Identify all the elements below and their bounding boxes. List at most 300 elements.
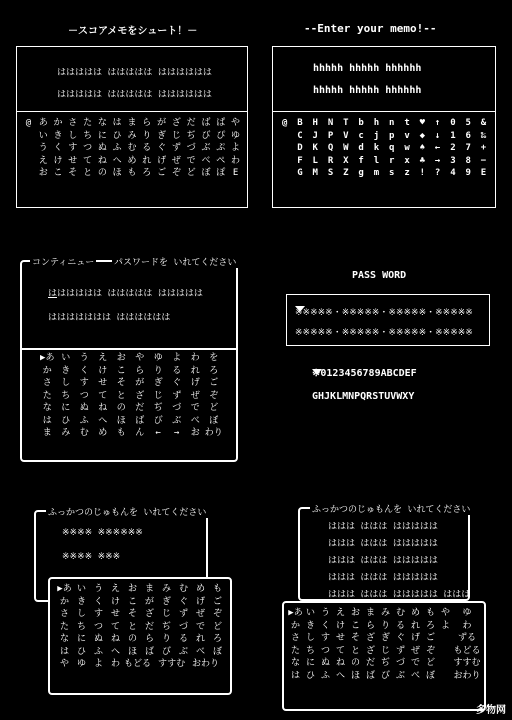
kana-key[interactable]: ぬ — [97, 143, 107, 153]
kana-key[interactable]: げ — [195, 596, 205, 607]
kana-key[interactable]: ぎ — [157, 130, 167, 141]
kana-key[interactable]: ぎ — [153, 378, 163, 388]
kana-key[interactable]: ら — [135, 365, 145, 376]
kana-key[interactable]: ご — [209, 378, 219, 388]
kana-key[interactable]: べ — [195, 646, 205, 657]
kana-key[interactable]: い — [38, 130, 48, 141]
kana-key[interactable]: ね — [98, 403, 108, 413]
kana-key[interactable]: き — [61, 365, 71, 376]
kana-key[interactable]: く — [79, 365, 89, 376]
kana-key[interactable]: そ — [68, 168, 78, 178]
kana-key[interactable]: し — [61, 378, 71, 388]
char-key[interactable]: J — [312, 130, 318, 141]
kana-key[interactable]: ふ — [112, 143, 122, 153]
kana-key[interactable]: も — [425, 608, 435, 618]
char-key[interactable]: − — [480, 155, 487, 166]
kana-key[interactable]: ど — [186, 168, 196, 178]
kana-key[interactable]: ば — [201, 118, 211, 128]
kana-key[interactable]: づ — [172, 403, 182, 413]
kana-key[interactable]: い — [76, 584, 86, 594]
kana-key[interactable]: じ — [171, 130, 181, 141]
kana-key[interactable]: か — [59, 596, 69, 607]
kana-key[interactable]: り — [153, 365, 163, 376]
kana-key[interactable]: く — [53, 143, 63, 153]
kana-key[interactable]: ち — [83, 130, 93, 141]
kana-key[interactable]: は — [112, 118, 122, 128]
char-key[interactable]: x — [404, 155, 410, 166]
char-key[interactable]: c — [358, 130, 364, 141]
kana-key[interactable]: ら — [365, 620, 375, 631]
char-key[interactable]: f — [358, 155, 364, 166]
kana-key[interactable]: ぞ — [425, 645, 435, 656]
password-chars-row-1[interactable]: ※0123456789ABCDEF — [312, 368, 417, 379]
char-key[interactable]: ♥ — [419, 118, 426, 128]
kana-key[interactable]: む — [395, 608, 405, 618]
char-key[interactable]: h — [373, 118, 380, 128]
char-key[interactable]: T — [343, 118, 349, 128]
kana-key[interactable]: ▶あ — [40, 353, 55, 363]
kana-key[interactable]: る — [172, 365, 182, 376]
kana-key[interactable]: ぼ — [425, 670, 435, 681]
kana-key[interactable]: り — [161, 634, 171, 644]
char-key[interactable]: N — [327, 118, 334, 128]
kana-key[interactable]: ▶あ — [57, 584, 72, 594]
char-key[interactable]: s — [389, 168, 395, 178]
kana-key[interactable]: ぞ — [212, 609, 222, 619]
char-key[interactable]: ◆ — [419, 130, 426, 141]
kana-key[interactable]: ど — [212, 621, 222, 632]
kana-key[interactable]: な — [59, 634, 69, 644]
kana-key[interactable]: さ — [59, 609, 69, 619]
kana-key[interactable]: ぬ — [320, 658, 330, 668]
kana-key[interactable]: つ — [320, 645, 330, 656]
kana-key[interactable]: も — [127, 168, 137, 178]
kana-key[interactable]: すすむ — [158, 659, 186, 669]
kana-key[interactable]: う — [320, 608, 330, 618]
kana-key[interactable]: ぞ — [171, 168, 181, 178]
kana-key[interactable]: ふ — [79, 415, 89, 426]
char-key[interactable]: m — [373, 168, 380, 178]
char-key[interactable]: Q — [327, 143, 334, 153]
kana-key[interactable]: れ — [195, 634, 205, 644]
kana-key[interactable]: に — [61, 403, 71, 413]
kana-key[interactable]: ぼ — [212, 646, 222, 657]
kana-key[interactable]: べ — [410, 670, 420, 681]
kana-key[interactable]: つ — [93, 621, 103, 632]
kana-key[interactable]: る — [142, 143, 152, 153]
kana-key[interactable]: へ — [110, 646, 120, 657]
kana-key[interactable]: ず — [171, 143, 181, 153]
kana-key[interactable]: ひ — [112, 130, 122, 141]
kana-key[interactable]: ほ — [116, 415, 126, 426]
kana-key[interactable]: ほ — [127, 646, 137, 657]
kana-key[interactable]: ん — [135, 428, 145, 438]
kana-key[interactable]: つ — [79, 390, 89, 401]
kana-key[interactable]: が — [157, 118, 167, 128]
kana-key[interactable]: や — [135, 353, 145, 363]
kana-key[interactable]: ね — [110, 634, 120, 644]
char-key[interactable]: d — [358, 143, 364, 153]
char-key[interactable]: M — [312, 168, 318, 178]
kana-key[interactable]: け — [110, 596, 120, 607]
kana-key[interactable]: だ — [135, 403, 145, 413]
kana-key[interactable]: む — [127, 143, 137, 153]
kana-key[interactable]: ご — [425, 633, 435, 643]
kana-key[interactable]: ざ — [135, 390, 145, 401]
kana-key[interactable]: び — [201, 130, 211, 141]
kana-key[interactable]: の — [350, 658, 360, 668]
char-key[interactable]: k — [373, 143, 380, 153]
kana-key[interactable]: ゆ — [462, 608, 472, 618]
kana-key[interactable]: ぐ — [178, 596, 188, 607]
kana-key[interactable]: え — [98, 353, 108, 363]
kana-key[interactable]: ば — [144, 646, 154, 657]
kana-key[interactable]: づ — [178, 621, 188, 632]
kana-key[interactable]: さ — [42, 378, 52, 388]
kana-key[interactable]: み — [380, 608, 390, 618]
kana-key[interactable]: ぶ — [201, 143, 211, 153]
char-key[interactable]: 8 — [465, 155, 471, 166]
kana-key[interactable]: や — [59, 659, 69, 669]
kana-key[interactable]: せ — [68, 155, 78, 166]
kana-key[interactable]: か — [42, 365, 52, 376]
kana-key[interactable]: ろ — [425, 620, 435, 631]
kana-key[interactable]: な — [42, 403, 52, 413]
char-key[interactable]: Z — [343, 168, 349, 178]
char-key[interactable]: @ — [281, 118, 288, 128]
kana-key[interactable]: ふ — [93, 646, 103, 657]
kana-key[interactable]: じ — [380, 645, 390, 656]
kana-key[interactable]: ぎ — [161, 596, 171, 607]
char-key[interactable]: p — [389, 130, 395, 141]
kana-key[interactable]: う — [79, 353, 89, 363]
kana-key[interactable]: ぜ — [410, 645, 420, 656]
char-key[interactable]: ‰ — [480, 130, 487, 141]
char-key[interactable]: ↓ — [434, 130, 441, 141]
kana-key[interactable]: に — [97, 130, 107, 141]
kana-key[interactable]: は — [290, 670, 300, 681]
kana-key[interactable]: き — [76, 596, 86, 607]
kana-key[interactable]: み — [161, 584, 171, 594]
kana-key[interactable]: む — [178, 584, 188, 594]
kana-key[interactable]: め — [98, 428, 108, 438]
char-key[interactable]: L — [312, 155, 318, 166]
char-key[interactable]: H — [312, 118, 318, 128]
kana-key[interactable]: う — [93, 584, 103, 594]
kana-key[interactable]: す — [320, 633, 330, 643]
kana-key[interactable]: め — [127, 155, 137, 166]
password-field-2[interactable]: ※※※※※・※※※※※・※※※※※・※※※※※ — [295, 328, 473, 338]
char-key[interactable]: 4 — [450, 168, 456, 178]
char-key[interactable]: → — [434, 155, 441, 166]
char-key[interactable]: 3 — [450, 155, 456, 166]
kana-key[interactable]: ず — [178, 609, 188, 619]
kana-key[interactable]: げ — [157, 155, 167, 166]
kana-key[interactable]: を — [209, 353, 219, 363]
kana-key[interactable]: の — [127, 634, 137, 644]
char-key[interactable]: z — [404, 168, 410, 178]
kana-key[interactable]: け — [98, 365, 108, 376]
kana-key[interactable]: す — [68, 143, 78, 153]
char-key[interactable]: 2 — [450, 143, 456, 153]
kana-key[interactable]: お — [127, 584, 137, 594]
kana-key[interactable]: で — [195, 621, 205, 632]
kana-key[interactable]: ざ — [171, 118, 181, 128]
char-key[interactable]: ! — [419, 168, 426, 178]
char-key[interactable]: w — [404, 143, 410, 153]
kana-key[interactable]: り — [142, 130, 152, 141]
kana-key[interactable]: て — [83, 155, 93, 166]
kana-key[interactable]: に — [76, 634, 86, 644]
kana-key[interactable]: ぐ — [172, 378, 182, 388]
kana-key[interactable]: み — [127, 130, 137, 141]
kana-key[interactable]: ひ — [305, 670, 315, 681]
kana-key[interactable]: づ — [186, 143, 196, 153]
char-key[interactable]: n — [389, 118, 395, 128]
kana-key[interactable]: ご — [212, 596, 222, 607]
char-key[interactable]: W — [343, 143, 349, 153]
kana-key[interactable]: し — [305, 633, 315, 643]
kana-key[interactable]: の — [116, 403, 126, 413]
kana-key[interactable]: お — [190, 428, 200, 438]
kana-key[interactable]: だ — [144, 621, 154, 632]
kana-key[interactable]: ま — [127, 118, 137, 128]
kana-key[interactable]: こ — [116, 365, 126, 376]
kana-key[interactable]: @ — [25, 118, 32, 128]
kana-key[interactable]: せ — [110, 609, 120, 619]
kana-key[interactable]: ち — [61, 390, 71, 401]
char-key[interactable]: ↑ — [434, 118, 441, 128]
kana-key[interactable]: ぜ — [195, 609, 205, 619]
kana-key[interactable]: の — [97, 168, 107, 178]
kana-key[interactable]: め — [195, 584, 205, 594]
kana-key[interactable]: ま — [365, 608, 375, 618]
kana-key[interactable]: も — [116, 428, 126, 438]
kana-key[interactable]: む — [79, 428, 89, 438]
kana-key[interactable]: と — [127, 621, 137, 632]
kana-key[interactable]: もどる — [124, 659, 152, 669]
char-key[interactable]: ← — [434, 143, 441, 153]
kana-key[interactable]: ど — [209, 403, 219, 413]
kana-key[interactable]: け — [53, 155, 63, 166]
kana-key[interactable]: ぎ — [380, 633, 390, 643]
kana-key[interactable]: ろ — [142, 168, 152, 178]
kana-key[interactable]: く — [320, 620, 330, 631]
kana-key[interactable]: か — [53, 118, 63, 128]
kana-key[interactable]: て — [110, 621, 120, 632]
kana-key[interactable]: ぼ — [201, 168, 211, 178]
kana-key[interactable]: わ — [462, 620, 472, 631]
kana-key[interactable]: い — [305, 608, 315, 618]
kana-key[interactable]: ぶ — [395, 670, 405, 681]
kana-key[interactable]: く — [93, 596, 103, 607]
kana-key[interactable]: り — [380, 620, 390, 631]
kana-key[interactable]: れ — [410, 620, 420, 631]
kana-key[interactable]: ほ — [350, 670, 360, 681]
kana-key[interactable]: ずる — [457, 633, 476, 643]
kana-key[interactable]: ぼ — [209, 415, 219, 426]
char-key[interactable]: P — [327, 130, 334, 141]
char-key[interactable]: ♣ — [419, 155, 426, 166]
kana-key[interactable]: お — [350, 608, 360, 618]
kana-key[interactable]: に — [305, 658, 315, 668]
kana-key[interactable]: ろ — [212, 634, 222, 644]
char-key[interactable]: G — [297, 168, 303, 178]
kana-key[interactable]: よ — [93, 659, 103, 669]
kana-key[interactable]: わり — [204, 428, 223, 438]
kana-key[interactable]: つ — [83, 143, 93, 153]
kana-key[interactable]: ぜ — [190, 390, 200, 401]
kana-key[interactable]: た — [83, 118, 93, 128]
kana-key[interactable]: び — [153, 415, 163, 426]
kana-key[interactable]: か — [290, 620, 300, 631]
kana-key[interactable]: で — [190, 403, 200, 413]
kana-key[interactable]: じ — [153, 390, 163, 401]
kana-key[interactable]: そ — [116, 378, 126, 388]
char-key[interactable]: v — [404, 130, 410, 141]
kana-key[interactable]: な — [97, 118, 107, 128]
char-key[interactable]: 5 — [465, 118, 471, 128]
char-key[interactable]: + — [480, 143, 487, 153]
kana-key[interactable]: べ — [190, 415, 200, 426]
char-key[interactable]: R — [327, 155, 334, 166]
kana-key[interactable]: わ — [190, 353, 200, 363]
kana-key[interactable]: お — [116, 353, 126, 363]
kana-key[interactable]: ぢ — [380, 658, 390, 668]
kana-key[interactable]: え — [335, 608, 345, 618]
kana-key[interactable]: ず — [395, 645, 405, 656]
kana-key[interactable]: ぴ — [216, 130, 226, 141]
kana-key[interactable]: さ — [290, 633, 300, 643]
kana-key[interactable]: ぱ — [216, 118, 226, 128]
kana-key[interactable]: う — [38, 143, 48, 153]
kana-key[interactable]: おわり — [453, 670, 481, 681]
kana-key[interactable]: だ — [186, 118, 196, 128]
char-key[interactable]: q — [389, 143, 395, 153]
kana-key[interactable]: お — [38, 168, 48, 178]
kana-key[interactable]: すすむ — [453, 658, 481, 668]
kana-key[interactable]: ぜ — [171, 155, 181, 166]
kana-key[interactable]: ゆ — [231, 130, 241, 141]
kana-key[interactable]: め — [410, 608, 420, 618]
kana-key[interactable]: ね — [97, 155, 107, 166]
kana-key[interactable]: る — [178, 634, 188, 644]
kana-key[interactable]: せ — [335, 633, 345, 643]
kana-key[interactable]: ろ — [209, 365, 219, 376]
char-key[interactable]: F — [297, 155, 303, 166]
kana-key[interactable]: ば — [135, 415, 145, 426]
char-key[interactable]: & — [480, 118, 487, 128]
kana-key[interactable]: た — [290, 645, 300, 656]
kana-key[interactable]: E — [232, 168, 239, 178]
kana-key[interactable]: ぽ — [216, 168, 226, 178]
kana-key[interactable]: こ — [350, 620, 360, 631]
kana-key[interactable]: え — [38, 155, 48, 166]
kana-key[interactable]: で — [186, 155, 196, 166]
kana-key[interactable]: て — [335, 645, 345, 656]
kana-key[interactable]: おわり — [192, 659, 220, 669]
kana-key[interactable]: し — [68, 130, 78, 141]
kana-key[interactable]: ち — [305, 645, 315, 656]
kana-key[interactable]: す — [79, 378, 89, 388]
kana-key[interactable]: ざ — [144, 609, 154, 619]
kana-key[interactable]: が — [135, 378, 145, 388]
kana-key[interactable]: へ — [335, 670, 345, 681]
kana-key[interactable]: ぐ — [395, 633, 405, 643]
char-key[interactable]: ♠ — [419, 143, 426, 153]
kana-key[interactable]: す — [93, 609, 103, 619]
kana-key[interactable]: よ — [231, 143, 241, 153]
kana-key[interactable]: た — [42, 390, 52, 401]
char-key[interactable]: D — [297, 143, 303, 153]
kana-key[interactable]: ぢ — [161, 621, 171, 632]
kana-key[interactable]: そ — [127, 609, 137, 619]
kana-key[interactable]: わ — [110, 659, 120, 669]
kana-key[interactable]: ぐ — [157, 143, 167, 153]
kana-key[interactable]: ま — [144, 584, 154, 594]
kana-key[interactable]: ← — [155, 428, 161, 438]
char-key[interactable]: b — [358, 118, 364, 128]
kana-key[interactable]: もどる — [453, 645, 481, 656]
kana-key[interactable]: が — [144, 596, 154, 607]
kana-key[interactable]: ひ — [76, 646, 86, 657]
kana-key[interactable]: ご — [157, 168, 167, 178]
char-key[interactable]: 1 — [450, 130, 456, 141]
char-key[interactable]: V — [343, 130, 349, 141]
kana-key[interactable]: や — [231, 118, 241, 128]
kana-key[interactable]: て — [98, 390, 108, 401]
kana-key[interactable]: げ — [190, 378, 200, 388]
kana-key[interactable]: → — [174, 428, 180, 438]
kana-key[interactable]: き — [53, 130, 63, 141]
kana-key[interactable]: ぺ — [216, 155, 226, 166]
kana-key[interactable]: ひ — [61, 415, 71, 426]
kana-key[interactable]: そ — [350, 633, 360, 643]
kana-key[interactable]: み — [61, 428, 71, 438]
password-field-1[interactable]: ※※※※※・※※※※※・※※※※※・※※※※※ — [295, 308, 473, 318]
char-key[interactable]: 0 — [450, 118, 456, 128]
char-key[interactable]: t — [404, 118, 410, 128]
kana-key[interactable]: ざ — [365, 633, 375, 643]
kana-key[interactable]: る — [395, 620, 405, 631]
kana-key[interactable]: げ — [410, 633, 420, 643]
char-key[interactable]: C — [297, 130, 303, 141]
kana-key[interactable]: と — [116, 390, 126, 401]
char-key[interactable]: S — [327, 168, 334, 178]
char-key[interactable]: j — [373, 130, 380, 141]
kana-key[interactable]: ほ — [112, 168, 122, 178]
kana-key[interactable]: ら — [142, 118, 152, 128]
kana-key[interactable]: ら — [144, 634, 154, 644]
kana-key[interactable]: じ — [161, 609, 171, 619]
char-key[interactable]: 9 — [465, 168, 471, 178]
char-key[interactable]: K — [312, 143, 318, 153]
kana-key[interactable]: も — [212, 584, 222, 594]
kana-key[interactable]: ぢ — [153, 403, 163, 413]
kana-key[interactable]: あ — [38, 118, 48, 128]
kana-key[interactable]: づ — [395, 658, 405, 668]
kana-key[interactable]: ゆ — [153, 353, 163, 363]
char-key[interactable]: B — [297, 118, 303, 128]
kana-key[interactable]: ▶あ — [288, 608, 303, 618]
kana-key[interactable]: だ — [365, 658, 375, 668]
kana-key[interactable]: ざ — [365, 645, 375, 656]
kana-key[interactable]: わ — [231, 155, 241, 166]
kana-key[interactable]: ゆ — [76, 659, 86, 669]
kana-key[interactable]: と — [83, 168, 93, 178]
kana-key[interactable]: れ — [190, 365, 200, 376]
kana-key[interactable]: た — [59, 621, 69, 632]
